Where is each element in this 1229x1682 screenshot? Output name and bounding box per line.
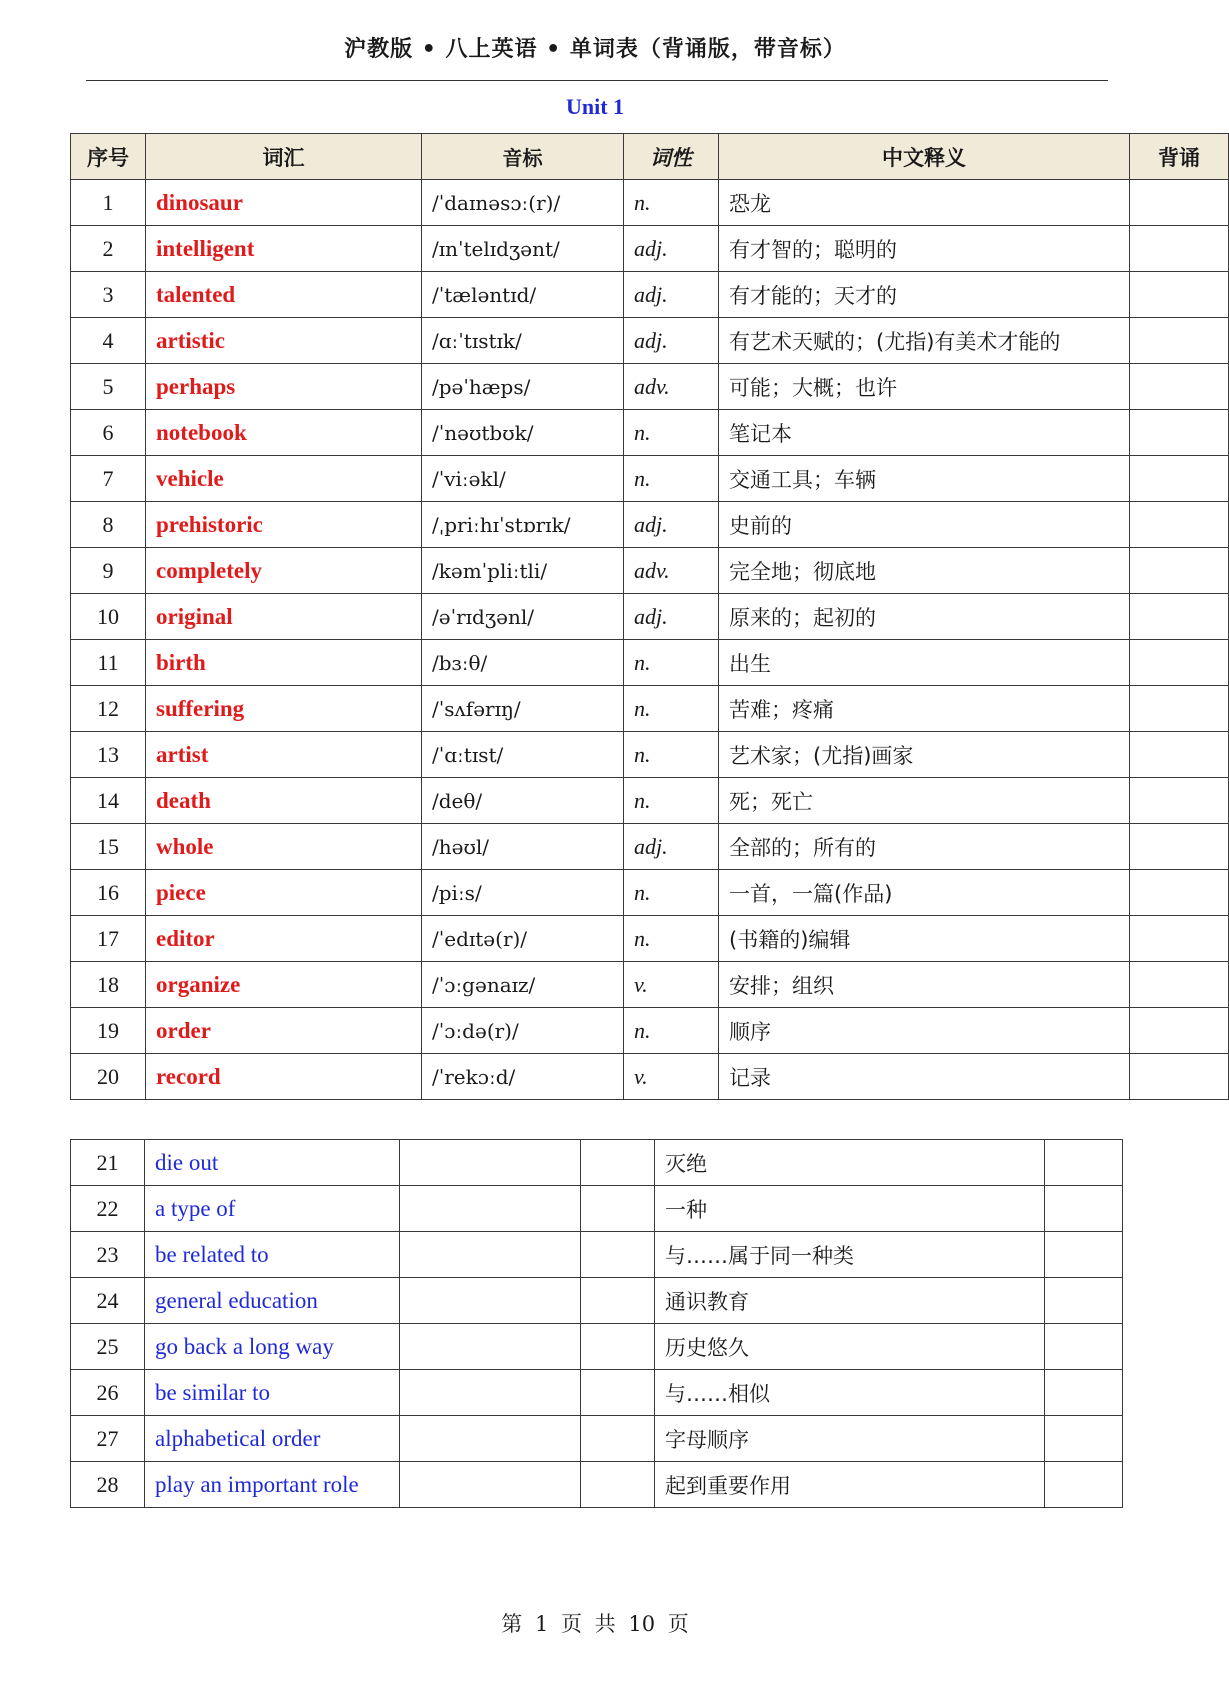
part-of-speech	[581, 1370, 655, 1416]
part-of-speech: adj.	[624, 502, 719, 548]
chinese-meaning: 全部的；所有的	[719, 824, 1130, 870]
row-number: 7	[71, 456, 146, 502]
row-number: 23	[71, 1232, 145, 1278]
phrase-table-body	[71, 1140, 1123, 1508]
table-row	[71, 962, 1229, 1008]
table-row	[71, 180, 1229, 226]
document-title: 沪教版 • 八上英语 • 单词表（背诵版，带音标）	[344, 37, 846, 62]
chinese-meaning: 出生	[719, 640, 1130, 686]
row-number: 17	[71, 916, 146, 962]
chinese-meaning: 有才能的；天才的	[719, 272, 1130, 318]
row-number: 4	[71, 318, 146, 364]
chinese-meaning: 记录	[719, 1054, 1130, 1100]
row-number: 11	[71, 640, 146, 686]
vocab-word: talented	[146, 272, 422, 318]
phonetic: /ˈviːəkl/	[422, 456, 624, 502]
table-row	[71, 1232, 1123, 1278]
chinese-meaning: 通识教育	[655, 1278, 1045, 1324]
recite-cell	[1130, 318, 1229, 364]
chinese-meaning: (书籍的)编辑	[719, 916, 1130, 962]
part-of-speech: n.	[624, 640, 719, 686]
row-number: 10	[71, 594, 146, 640]
row-number: 24	[71, 1278, 145, 1324]
table-row	[71, 226, 1229, 272]
phonetic: /ˈtæləntɪd/	[422, 272, 624, 318]
row-number: 6	[71, 410, 146, 456]
vocab-phrase: play an important role	[145, 1462, 400, 1508]
part-of-speech	[581, 1416, 655, 1462]
recite-cell	[1130, 962, 1229, 1008]
row-number: 15	[71, 824, 146, 870]
table-row	[71, 364, 1229, 410]
phonetic: /həʊl/	[422, 824, 624, 870]
recite-cell	[1045, 1324, 1123, 1370]
recite-cell	[1130, 364, 1229, 410]
phonetic	[400, 1324, 581, 1370]
row-number: 14	[71, 778, 146, 824]
chinese-meaning: 交通工具；车辆	[719, 456, 1130, 502]
recite-cell	[1130, 916, 1229, 962]
row-number: 28	[71, 1462, 145, 1508]
part-of-speech	[581, 1232, 655, 1278]
recite-cell	[1045, 1416, 1123, 1462]
phonetic: /ˈrekɔːd/	[422, 1054, 624, 1100]
chinese-meaning: 历史悠久	[655, 1324, 1045, 1370]
recite-cell	[1130, 1008, 1229, 1054]
table-row	[71, 1008, 1229, 1054]
recite-cell	[1045, 1462, 1123, 1508]
part-of-speech: n.	[624, 686, 719, 732]
vocab-word: whole	[146, 824, 422, 870]
row-number: 16	[71, 870, 146, 916]
vocab-word: death	[146, 778, 422, 824]
vocab-word: original	[146, 594, 422, 640]
table-row	[71, 410, 1229, 456]
table-row	[71, 640, 1229, 686]
part-of-speech: v.	[624, 1054, 719, 1100]
vocab-word: completely	[146, 548, 422, 594]
part-of-speech: n.	[624, 870, 719, 916]
part-of-speech: adj.	[624, 824, 719, 870]
part-of-speech: n.	[624, 1008, 719, 1054]
row-number: 8	[71, 502, 146, 548]
part-of-speech: n.	[624, 778, 719, 824]
vocab-word: notebook	[146, 410, 422, 456]
vocab-word: record	[146, 1054, 422, 1100]
phonetic	[400, 1416, 581, 1462]
row-number: 20	[71, 1054, 146, 1100]
phonetic: /ˈnəʊtbʊk/	[422, 410, 624, 456]
part-of-speech	[581, 1278, 655, 1324]
table-row	[71, 548, 1229, 594]
row-number: 3	[71, 272, 146, 318]
vocab-phrase: die out	[145, 1140, 400, 1186]
row-number: 25	[71, 1324, 145, 1370]
vocab-word: prehistoric	[146, 502, 422, 548]
row-number: 5	[71, 364, 146, 410]
chinese-meaning: 与……属于同一种类	[655, 1232, 1045, 1278]
table-row	[71, 824, 1229, 870]
recite-cell	[1045, 1232, 1123, 1278]
part-of-speech: n.	[624, 456, 719, 502]
vocab-word: intelligent	[146, 226, 422, 272]
row-number: 26	[71, 1370, 145, 1416]
vocab-phrase: general education	[145, 1278, 400, 1324]
part-of-speech: n.	[624, 732, 719, 778]
table-row	[71, 1370, 1123, 1416]
header-no: 序号	[71, 134, 146, 180]
vocab-word: artistic	[146, 318, 422, 364]
part-of-speech: adj.	[624, 226, 719, 272]
phonetic: /ɪnˈtelɪdʒənt/	[422, 226, 624, 272]
header-word: 词汇	[146, 134, 422, 180]
table-row	[71, 456, 1229, 502]
part-of-speech	[581, 1186, 655, 1232]
recite-cell	[1130, 594, 1229, 640]
phonetic: /ˈɔːgənaɪz/	[422, 962, 624, 1008]
row-number: 1	[71, 180, 146, 226]
word-table	[70, 133, 1229, 1100]
part-of-speech: adj.	[624, 272, 719, 318]
row-number: 22	[71, 1186, 145, 1232]
part-of-speech: n.	[624, 410, 719, 456]
chinese-meaning: 灭绝	[655, 1140, 1045, 1186]
recite-cell	[1130, 686, 1229, 732]
table-row	[71, 318, 1229, 364]
word-table-body	[71, 180, 1229, 1100]
phonetic: /kəmˈpliːtli/	[422, 548, 624, 594]
phonetic	[400, 1186, 581, 1232]
vocab-word: editor	[146, 916, 422, 962]
phonetic	[400, 1462, 581, 1508]
recite-cell	[1045, 1278, 1123, 1324]
chinese-meaning: 原来的；起初的	[719, 594, 1130, 640]
part-of-speech: adj.	[624, 594, 719, 640]
phonetic: /ɑːˈtɪstɪk/	[422, 318, 624, 364]
title-divider	[86, 80, 1108, 81]
vocab-phrase: be similar to	[145, 1370, 400, 1416]
phonetic	[400, 1370, 581, 1416]
row-number: 13	[71, 732, 146, 778]
recite-cell	[1130, 502, 1229, 548]
recite-cell	[1130, 272, 1229, 318]
table-row	[71, 1054, 1229, 1100]
chinese-meaning: 苦难；疼痛	[719, 686, 1130, 732]
vocab-word: order	[146, 1008, 422, 1054]
vocab-word: perhaps	[146, 364, 422, 410]
phonetic	[400, 1232, 581, 1278]
part-of-speech: n.	[624, 180, 719, 226]
table-row	[71, 778, 1229, 824]
chinese-meaning: 字母顺序	[655, 1416, 1045, 1462]
chinese-meaning: 史前的	[719, 502, 1130, 548]
table-row	[71, 1416, 1123, 1462]
table-row	[71, 1278, 1123, 1324]
phonetic: /ˈsʌfərɪŋ/	[422, 686, 624, 732]
row-number: 21	[71, 1140, 145, 1186]
recite-cell	[1130, 180, 1229, 226]
table-row	[71, 870, 1229, 916]
phonetic	[400, 1140, 581, 1186]
table-row	[71, 732, 1229, 778]
recite-cell	[1130, 870, 1229, 916]
vocab-word: artist	[146, 732, 422, 778]
chinese-meaning: 一种	[655, 1186, 1045, 1232]
header-meaning: 中文释义	[719, 134, 1130, 180]
part-of-speech	[581, 1140, 655, 1186]
vocab-phrase: be related to	[145, 1232, 400, 1278]
vocab-word: suffering	[146, 686, 422, 732]
chinese-meaning: 可能；大概；也许	[719, 364, 1130, 410]
table-row	[71, 1462, 1123, 1508]
recite-cell	[1130, 778, 1229, 824]
recite-cell	[1130, 226, 1229, 272]
table-row	[71, 916, 1229, 962]
chinese-meaning: 一首，一篇(作品)	[719, 870, 1130, 916]
vocab-phrase: go back a long way	[145, 1324, 400, 1370]
phonetic: /əˈrɪdʒənl/	[422, 594, 624, 640]
part-of-speech: n.	[624, 916, 719, 962]
part-of-speech: adv.	[624, 548, 719, 594]
part-of-speech: adj.	[624, 318, 719, 364]
vocab-phrase: alphabetical order	[145, 1416, 400, 1462]
part-of-speech	[581, 1462, 655, 1508]
row-number: 2	[71, 226, 146, 272]
unit-heading: Unit 1	[565, 94, 625, 119]
row-number: 12	[71, 686, 146, 732]
table-row	[71, 686, 1229, 732]
chinese-meaning: 有才智的；聪明的	[719, 226, 1130, 272]
chinese-meaning: 完全地；彻底地	[719, 548, 1130, 594]
vocab-word: birth	[146, 640, 422, 686]
table-header-row	[71, 134, 1229, 180]
chinese-meaning: 艺术家；(尤指)画家	[719, 732, 1130, 778]
table-row	[71, 1140, 1123, 1186]
recite-cell	[1130, 732, 1229, 778]
row-number: 9	[71, 548, 146, 594]
phonetic: /ˈdaɪnəsɔː(r)/	[422, 180, 624, 226]
chinese-meaning: 死；死亡	[719, 778, 1130, 824]
phonetic: /ˈɔːdə(r)/	[422, 1008, 624, 1054]
chinese-meaning: 安排；组织	[719, 962, 1130, 1008]
vocab-word: piece	[146, 870, 422, 916]
phonetic: /bɜːθ/	[422, 640, 624, 686]
recite-cell	[1130, 456, 1229, 502]
header-recite: 背诵	[1130, 134, 1229, 180]
recite-cell	[1130, 410, 1229, 456]
table-row	[71, 594, 1229, 640]
header-phonetic: 音标	[422, 134, 624, 180]
phrase-table	[70, 1139, 1123, 1508]
table-row	[71, 502, 1229, 548]
row-number: 27	[71, 1416, 145, 1462]
phonetic: /ˌpriːhɪˈstɒrɪk/	[422, 502, 624, 548]
header-pos: 词性	[624, 134, 719, 180]
chinese-meaning: 起到重要作用	[655, 1462, 1045, 1508]
phonetic: /ˈedɪtə(r)/	[422, 916, 624, 962]
phonetic	[400, 1278, 581, 1324]
part-of-speech: adv.	[624, 364, 719, 410]
recite-cell	[1130, 548, 1229, 594]
chinese-meaning: 笔记本	[719, 410, 1130, 456]
chinese-meaning: 顺序	[719, 1008, 1130, 1054]
row-number: 18	[71, 962, 146, 1008]
row-number: 19	[71, 1008, 146, 1054]
phonetic: /ˈɑːtɪst/	[422, 732, 624, 778]
recite-cell	[1045, 1370, 1123, 1416]
chinese-meaning: 恐龙	[719, 180, 1130, 226]
phonetic: /pəˈhæps/	[422, 364, 624, 410]
part-of-speech: v.	[624, 962, 719, 1008]
phonetic: /piːs/	[422, 870, 624, 916]
recite-cell	[1130, 1054, 1229, 1100]
table-row	[71, 272, 1229, 318]
table-row	[71, 1186, 1123, 1232]
page-footer: 第 1 页 共 10 页	[501, 1612, 689, 1636]
vocab-phrase: a type of	[145, 1186, 400, 1232]
vocab-word: dinosaur	[146, 180, 422, 226]
vocab-word: organize	[146, 962, 422, 1008]
phonetic: /deθ/	[422, 778, 624, 824]
recite-cell	[1045, 1140, 1123, 1186]
recite-cell	[1045, 1186, 1123, 1232]
recite-cell	[1130, 640, 1229, 686]
recite-cell	[1130, 824, 1229, 870]
table-row	[71, 1324, 1123, 1370]
chinese-meaning: 与……相似	[655, 1370, 1045, 1416]
chinese-meaning: 有艺术天赋的；(尤指)有美术才能的	[719, 318, 1130, 364]
part-of-speech	[581, 1324, 655, 1370]
vocab-word: vehicle	[146, 456, 422, 502]
